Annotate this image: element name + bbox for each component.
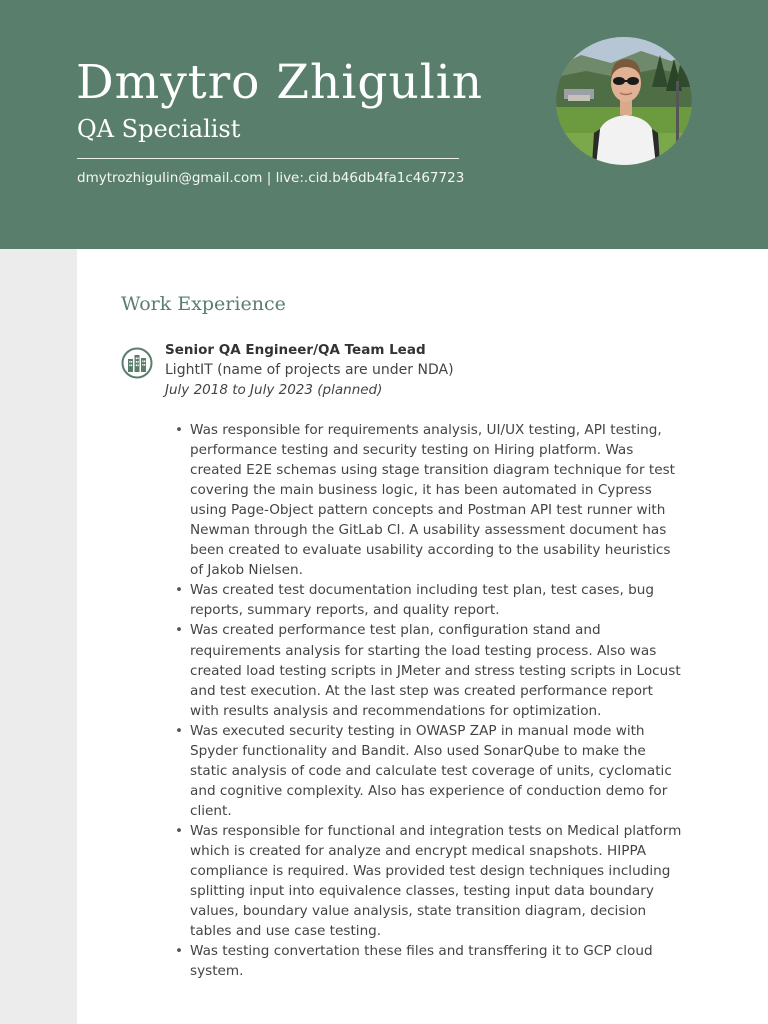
profile-photo-illustration <box>556 37 692 165</box>
left-margin-panel <box>0 249 77 1024</box>
candidate-name: Dmytro Zhigulin <box>76 55 484 110</box>
section-title-work-experience: Work Experience <box>121 293 286 315</box>
resume-header <box>0 0 768 249</box>
job-title: Senior QA Engineer/QA Team Lead <box>165 342 426 358</box>
responsibility-item: • Was responsible for requirements analysis, UI/UX testing, API testing, performance testing and security testing on Hiring platform. Was created E2E schemas using stage transition diagram technique for test covering the main business logic, it has been automated in Cypress using Page-Object pattern concepts and Postman API test runner with Newman through the GitLab CI. A usability assessment document has been created to evaluate usability according to the usability heuristics of Jakob Nielsen. <box>172 420 686 580</box>
building-icon <box>121 347 153 379</box>
candidate-title: QA Specialist <box>77 115 241 143</box>
job-responsibilities-list <box>172 420 686 981</box>
header-divider <box>77 158 459 159</box>
responsibility-item: • Was created performance test plan, configuration stand and requirements analysis for starting the load testing process. Also was created load testing scripts in JMeter and stress testing scripts in Locust and test execution. At the last step was created performance report with results analysis and recommendations for optimization. <box>172 620 686 720</box>
job-dates: July 2018 to July 2023 (planned) <box>165 382 383 398</box>
responsibility-item: • Was testing convertation these files and transffering it to GCP cloud system. <box>172 941 686 981</box>
responsibility-item: • Was executed security testing in OWASP ZAP in manual mode with Spyder functionality and Bandit. Also used SonarQube to make the static analysis of code and calculate test coverage of units, cyclomatic and cognitive complexity. Also has experience of conduction demo for client. <box>172 721 686 821</box>
profile-photo <box>556 37 692 165</box>
job-company: LightIT (name of projects are under NDA) <box>165 362 454 378</box>
responsibility-item: • Was responsible for functional and integration tests on Medical platform which is created for analyze and encrypt medical snapshots. HIPPA compliance is required. Was provided test design techniques including splitting input into equivalence classes, testing input data boundary values, boundary value analysis, state transition diagram, decision tables and use case testing. <box>172 821 686 941</box>
contact-info: dmytrozhiguIin@gmail.com | live:.cid.b46db4fa1c467723 <box>77 170 465 186</box>
responsibility-item: • Was created test documentation including test plan, test cases, bug reports, summary reports, and quality report. <box>172 580 686 620</box>
